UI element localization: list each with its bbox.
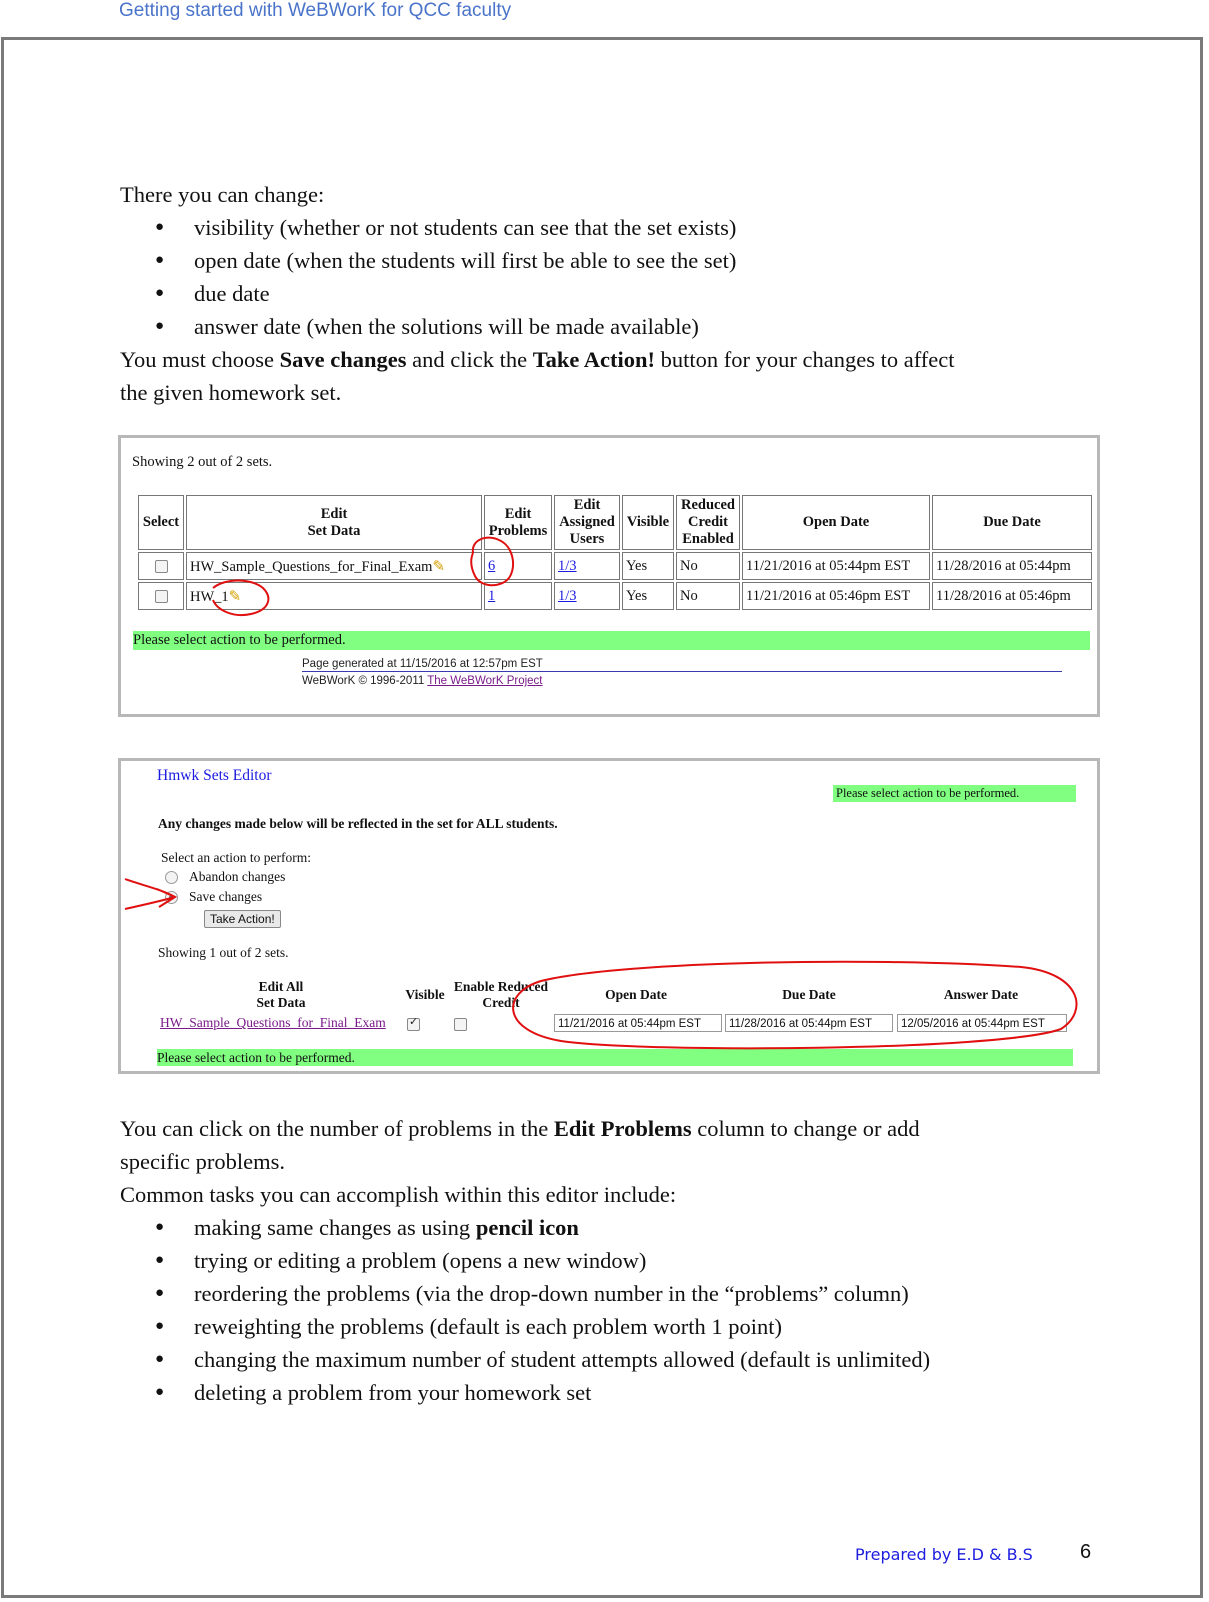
list-item: ● trying or editing a problem (opens a new window): [155, 1244, 930, 1277]
list-item: ● open date (when the students will first be able to see the set): [155, 244, 736, 277]
copyright-line: WeBWorK © 1996-2011 The WeBWorK Project: [302, 675, 543, 687]
outro-common-tasks: Common tasks you can accomplish within this editor include:: [120, 1182, 677, 1207]
status-message: Please select action to be performed.: [133, 631, 1090, 650]
assigned-users-link[interactable]: 1/3: [558, 587, 577, 604]
open-date-value: 11/21/2016 at 05:44pm EST: [742, 552, 930, 580]
outro-paragraph-line2: specific problems.: [120, 1149, 285, 1174]
col-due-date: Due Date: [782, 987, 836, 1002]
assigned-users-link[interactable]: 1/3: [558, 557, 577, 574]
webwork-project-link[interactable]: The WeBWorK Project: [427, 675, 543, 687]
outro-paragraph: You can click on the number of problems in the Edit Problems column to change or add: [120, 1116, 920, 1141]
intro-note: You must choose Save changes and click the Take Action! button for your changes to affect: [120, 347, 955, 372]
select-checkbox[interactable]: [155, 560, 168, 573]
editor-title: Hmwk Sets Editor: [157, 767, 272, 784]
reduced-credit-value: No: [676, 582, 740, 610]
due-date-value: 11/28/2016 at 05:46pm: [932, 582, 1092, 610]
page-generated: Page generated at 11/15/2016 at 12:57pm EST: [302, 658, 1062, 672]
edit-problems-link[interactable]: 1: [488, 587, 496, 604]
open-date-value: 11/21/2016 at 05:46pm EST: [742, 582, 930, 610]
due-date-value: 11/28/2016 at 05:44pm: [932, 552, 1092, 580]
open-date-input[interactable]: 11/21/2016 at 05:44pm EST: [554, 1014, 722, 1032]
set-name: HW_Sample_Questions_for_Final_Exam: [190, 558, 433, 575]
showing-count: Showing 1 out of 2 sets.: [158, 945, 289, 960]
set-name: HW_1: [190, 588, 229, 605]
list-item: ● due date: [155, 277, 736, 310]
col-edit-all-set-data: Edit All Set Data: [256, 979, 306, 1010]
status-top: Please select action to be performed.: [833, 785, 1076, 802]
table-row: [138, 552, 1092, 580]
list-item: ● changing the maximum number of student attempts allowed (default is unlimited): [155, 1343, 930, 1376]
col-edit-set-data: Edit Set Data: [186, 495, 482, 550]
reduced-credit-checkbox[interactable]: [454, 1018, 467, 1031]
outro-bullet-list: [155, 1211, 930, 1409]
select-action-label: Select an action to perform:: [161, 850, 311, 865]
prepared-by: Prepared by E.D & B.S: [855, 1545, 1033, 1564]
intro-bullet-list: [155, 211, 736, 343]
save-changes-radio[interactable]: [165, 891, 178, 904]
edit-problems-emphasis: Edit Problems: [553, 1116, 692, 1141]
abandon-changes-label: Abandon changes: [189, 869, 286, 884]
annotation-oval-dates: [513, 962, 1076, 1049]
all-students-warning: Any changes made below will be reflected in the set for ALL students.: [158, 816, 558, 831]
col-visible: Visible: [622, 495, 674, 550]
visible-value: Yes: [622, 552, 674, 580]
status-bottom: Please select action to be performed.: [157, 1049, 1073, 1066]
col-open-date: Open Date: [605, 987, 667, 1002]
screenshot-sets-editor: [118, 758, 1100, 1074]
take-action-emphasis: Take Action!: [532, 347, 656, 372]
screenshot-sets-list: [118, 435, 1100, 717]
page-number: 6: [1080, 1541, 1092, 1563]
document-header-title: Getting started with WeBWorK for QCC faculty: [119, 0, 512, 21]
reduced-credit-value: No: [676, 552, 740, 580]
list-item: ● reordering the problems (via the drop-down number in the “problems” column): [155, 1277, 930, 1310]
col-reduced-credit: Reduced Credit Enabled: [676, 495, 740, 550]
set-name-link[interactable]: HW_Sample_Questions_for_Final_Exam: [160, 1015, 386, 1030]
pencil-icon[interactable]: ✎: [228, 588, 242, 605]
abandon-changes-radio[interactable]: [165, 871, 178, 884]
col-select: Select: [138, 495, 184, 550]
answer-date-input[interactable]: 12/05/2016 at 05:44pm EST: [897, 1014, 1067, 1032]
pencil-icon[interactable]: ✎: [432, 558, 446, 575]
col-due-date: Due Date: [932, 495, 1092, 550]
pencil-icon-emphasis: pencil icon: [475, 1215, 579, 1240]
showing-count: Showing 2 out of 2 sets.: [132, 454, 273, 470]
visible-checkbox[interactable]: [407, 1018, 420, 1031]
edit-problems-link[interactable]: 6: [488, 557, 496, 574]
save-changes-emphasis: Save changes: [279, 347, 407, 372]
list-item: ● answer date (when the solutions will be made available): [155, 310, 736, 343]
select-checkbox[interactable]: [155, 590, 168, 603]
save-changes-label: Save changes: [189, 889, 263, 904]
sets-table: [136, 493, 1094, 612]
col-edit-users: Edit Assigned Users: [554, 495, 620, 550]
list-item: ● making same changes as using pencil icon: [155, 1211, 930, 1244]
take-action-button[interactable]: Take Action!: [204, 910, 281, 928]
col-edit-problems: Edit Problems: [484, 495, 552, 550]
col-open-date: Open Date: [742, 495, 930, 550]
table-row: [138, 582, 1092, 610]
visible-value: Yes: [622, 582, 674, 610]
col-enable-reduced-credit: Enable Reduced Credit: [453, 979, 549, 1010]
col-visible: Visible: [405, 987, 445, 1002]
intro-lead: There you can change:: [120, 182, 325, 207]
intro-note-line2: the given homework set.: [120, 380, 342, 405]
list-item: ● deleting a problem from your homework set: [155, 1376, 930, 1409]
list-item: ● reweighting the problems (default is each problem worth 1 point): [155, 1310, 930, 1343]
col-answer-date: Answer Date: [943, 987, 1019, 1002]
list-item: ● visibility (whether or not students can see that the set exists): [155, 211, 736, 244]
due-date-input[interactable]: 11/28/2016 at 05:44pm EST: [725, 1014, 893, 1032]
